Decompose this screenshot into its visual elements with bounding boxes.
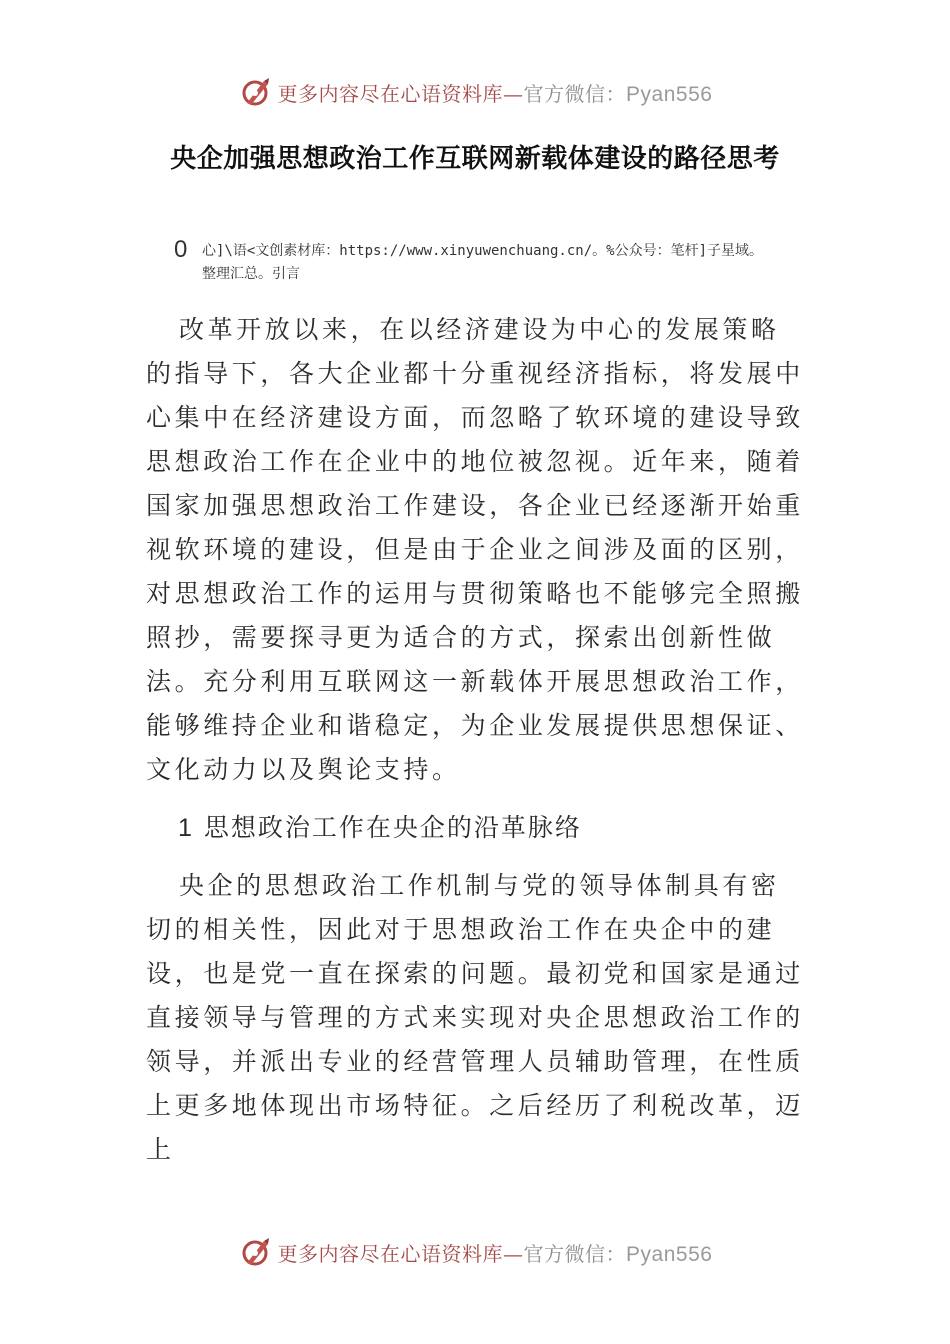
section-paragraph: 央企的思想政治工作机制与党的领导体制具有密切的相关性，因此对于思想政治工作在央企中的建设，也是党一直在探索的问题。最初党和国家是通过直接领导与管理的方式来实现对央企思想政治工作的领导，并派出专业的经营管理人员辅助管理，在性质上更多地体现出市场特征。之后经历了利税改革，迈上	[146, 871, 804, 1164]
banner-wechat-id: Pyan556	[626, 82, 713, 106]
banner-wechat-label: 官方微信：	[523, 1241, 627, 1266]
section-title: 思想政治工作在央企的沿革脉络	[203, 813, 582, 842]
intro-paragraph: 改革开放以来，在以经济建设为中心的发展策略的指导下，各大企业都十分重视经济指标，将发展中心集中在经济建设方面，而忽略了软环境的建设导致思想政治工作在企业中的地位被忽视。近年来，随着国家加强思想政治工作建设，各企业已经逐渐开始重视软环境的建设，但是由于企业之间涉及面的区别，对思想政治工作的运用与贯彻策略也不能够完全照搬照抄，需要探寻更为适合的方式，探索出创新性做法。充分利用互联网这一新载体开展思想政治工作，能够维持企业和谐稳定，为企业发展提供思想保证、文化动力以及舆论支持。	[146, 315, 804, 784]
source-line-1: 心]\语<文创素材库：https://www.xinyuwenchuang.cn/。%公众号：笔杆]子星域。	[202, 243, 764, 259]
footer-banner	[0, 1232, 950, 1272]
source-marker: 0	[174, 236, 188, 263]
banner-promo-text: 更多内容尽在心语资料库—	[277, 1241, 524, 1266]
header-banner	[0, 72, 950, 112]
source-note	[174, 238, 864, 286]
banner-text	[278, 78, 713, 107]
pen-nib-logo-icon	[238, 1235, 272, 1269]
banner-wechat-id: Pyan556	[626, 1242, 713, 1266]
banner-text	[278, 1238, 713, 1267]
section-heading	[178, 808, 582, 848]
banner-wechat-label: 官方微信：	[523, 81, 627, 106]
section-number: 1	[178, 814, 194, 842]
source-line-2: 整理汇总。引言	[202, 266, 300, 282]
document-title: 央企加强思想政治工作互联网新载体建设的路径思考	[170, 144, 780, 174]
banner-promo-text: 更多内容尽在心语资料库—	[277, 81, 524, 106]
pen-nib-logo-icon	[238, 75, 272, 109]
